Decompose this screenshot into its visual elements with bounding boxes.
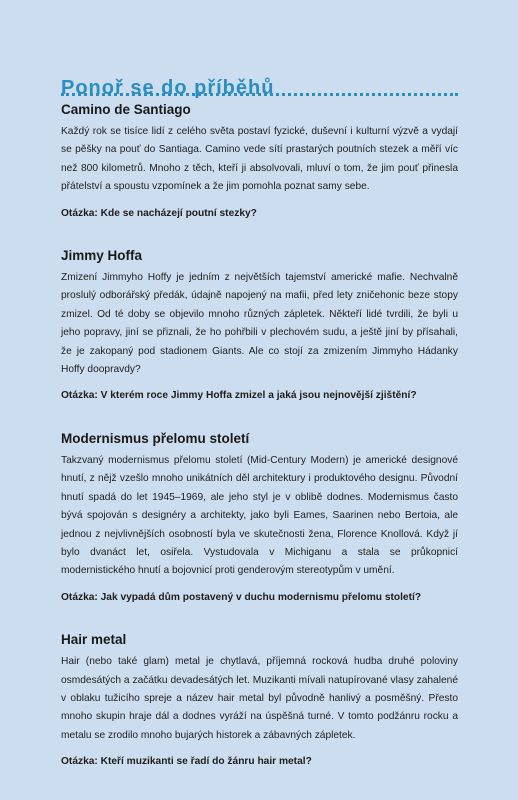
section-body: Každý rok se tisíce lidí z celého světa postaví fyzické, duševní i kulturní výzvě a vydají se pěšky na pouť do Santiaga. Camino vede sítí prastarých poutních stezek a měří víc než 800 kilometrů. Mnoho z těch, kteří ji absolvovali, mluví o tom, že jim pouť přinesla přátelství a spoustu vzpomínek a že jim pomohla poznat samy sebe. xyxy=(61,126,458,193)
section-camino xyxy=(61,101,458,223)
section-question: Otázka: Kteří muzikanti se řadí do žánru hair metal? xyxy=(61,756,312,768)
section-body: Zmizení Jimmyho Hoffy je jedním z největších tajemství americké mafie. Nechvalně proslulý odborářský předák, údajně napojený na mafii, před lety zničehonic beze stopy zmizel. Od té doby se objevilo mnoho různých zápletek. Někteří lidé tvrdili, že byli u jeho popravy, jiní se přiznali, že ho pohřbili v plechovém sudu, a ještě jiní by přísahali, že je zakopaný pod stadionem Giants. Ale co stojí za zmizením Jimmyho Hádanky Hoffy doopravdy? xyxy=(61,272,458,376)
section-hair-metal xyxy=(61,631,458,771)
section-question: Otázka: V kterém roce Jimmy Hoffa zmizel a jaká jsou nejnovější zjištění? xyxy=(61,390,417,402)
section-heading: Camino de Santiago xyxy=(61,102,191,117)
main-content xyxy=(61,101,458,796)
section-question: Otázka: Kde se nacházejí poutní stezky? xyxy=(61,207,257,219)
section-heading: Hair metal xyxy=(61,632,127,648)
section-heading: Modernismus přelomu století xyxy=(61,430,250,446)
page-title: Ponoř se do příběhů xyxy=(61,77,275,100)
section-heading: Jimmy Hoffa xyxy=(61,248,143,264)
section-question: Otázka: Jak vypadá dům postavený v duchu modernismu přelomu století? xyxy=(61,591,422,603)
section-body: Takzvaný modernismus přelomu století (Mid-Century Modern) je americké designové hnutí, z nějž vzešlo mnoho unikátních děl architektury i produktového designu. Původní hnutí spadá do let 1945–1969, ale jeho styl je v oblibě dodnes. Modernismus často bývá spojován s designéry a architekty, jako byli Eames, Saarinen nebo Bertoia, ale jednou z nejvlivnějších osobností byla ve skutečnosti žena, Florence Knollová. Když jí bylo dvanáct let, osiřela. Vystudovala v Michiganu a stala se průkopnicí modernistického hnutí a bojovnicí proti genderovým stereotypům v umění. xyxy=(61,454,458,577)
section-body: Hair (nebo také glam) metal je chytlavá, příjemná rocková hudba druhé poloviny osmdesátých a začátku devadesátých let. Muzikanti mívali natupírované vlasy zahalené v oblaku tužicího spreje a název hair metal byl původně hanlivý a posměšný. Přesto mnoho skupin hraje dál a dodnes vyráží na úspěšná turné. V tomto podžánru rocku a metalu se zrodilo mnoho bujarých historek a zábavných zápletek. xyxy=(61,656,458,741)
dotted-divider xyxy=(61,93,458,96)
section-hoffa xyxy=(61,247,458,406)
section-modernism xyxy=(61,430,458,607)
